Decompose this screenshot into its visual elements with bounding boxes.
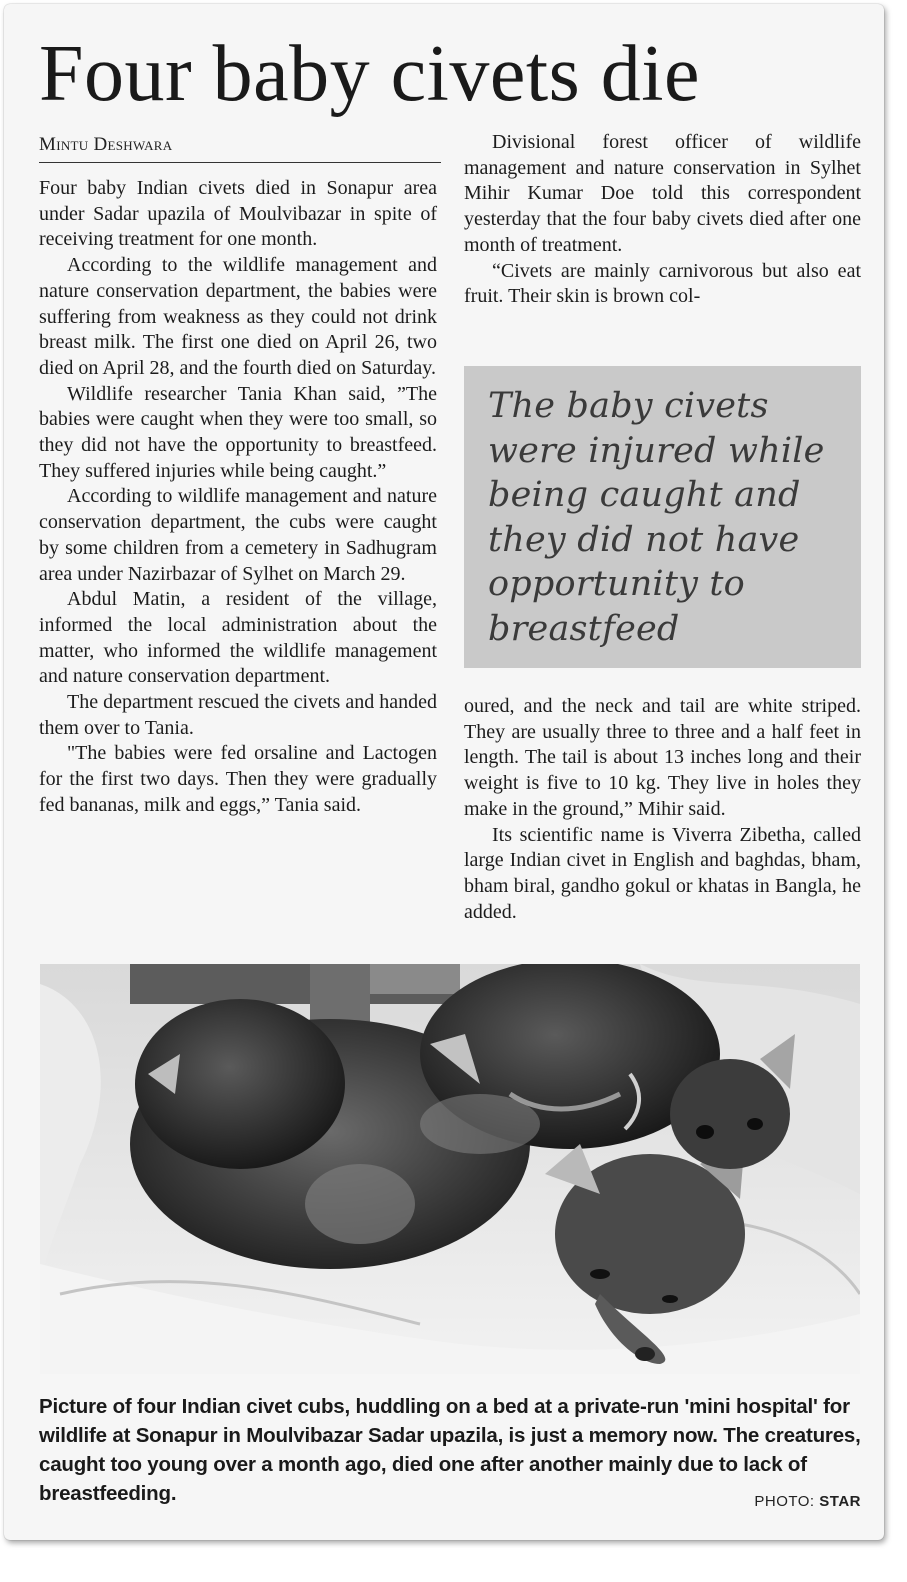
headline: Four baby civets die	[39, 30, 700, 118]
byline: Mintu Deshwara	[39, 132, 441, 163]
left-column	[39, 176, 437, 819]
paragraph: According to the wildlife management and nature conservation department, the babies were suffering from weakness as they could not drink breast milk. The first one died on April 26, two died on April 28, and the fourth died on Saturday.	[39, 254, 437, 379]
paragraph: Its scientific name is Viverra Zibetha, called large Indian civet in English and baghdas, bham, bham biral, gandho gokul or khatas in Bangla, he added.	[464, 823, 861, 923]
paragraph: Abdul Matin, a resident of the village, informed the local administration about the matter, who informed the wildlife management and nature conservation department.	[39, 588, 437, 688]
paragraph: "The babies were fed orsaline and Lactogen for the first two days. Then they were gradually fed bananas, milk and eggs,” Tania said.	[39, 742, 437, 816]
paragraph: Wildlife researcher Tania Khan said, ”The babies were caught when they were too small, so they did not have the opportunity to breastfeed. They suffered injuries while being caught.”	[39, 382, 437, 482]
right-column-top	[464, 130, 861, 310]
paragraph: Divisional forest officer of wildlife management and nature conservation in Sylhet Mihir Kumar Doe told this correspondent yesterday that the four baby civets died after one month of treatment.	[464, 131, 861, 256]
civet-cubs-image	[40, 964, 860, 1374]
paragraph: “Civets are mainly carnivorous but also eat fruit. Their skin is brown col-	[464, 259, 861, 308]
paragraph: oured, and the neck and tail are white striped. They are usually three to three and a half feet in length. The tail is about 13 inches long and their weight is five to 10 kg. They live in holes they make in the ground,” Mihir said.	[464, 695, 861, 820]
pull-quote-text: The baby civets were injured while being caught and they did not have opportunity to breastfeed	[488, 386, 825, 649]
newspaper-clipping	[4, 4, 884, 1540]
paragraph: According to wildlife management and nature conservation department, the cubs were caught by some children from a cemetery in Sadhugram area under Nazirbazar of Sylhet on March 29.	[39, 485, 437, 585]
paragraph: The department rescued the civets and handed them over to Tania.	[39, 691, 437, 739]
civet-photo	[40, 964, 860, 1374]
photo-credit	[704, 1492, 861, 1512]
paragraph: Four baby Indian civets died in Sonapur area under Sadar upazila of Moulvibazar in spite of receiving treatment for one month.	[39, 177, 437, 251]
photo-caption: Picture of four Indian civet cubs, huddling on a bed at a private-run 'mini hospital' for wildlife at Sonapur in Moulvibazar Sadar upazila, is just a memory now. The creatures, caught too young over a month ago, died one after another mainly due to lack of breastfeeding.	[39, 1395, 861, 1505]
photo-credit-source: STAR	[819, 1493, 861, 1510]
right-column-bottom	[464, 694, 861, 925]
photo-credit-label: PHOTO:	[754, 1493, 815, 1510]
pull-quote	[464, 366, 861, 668]
